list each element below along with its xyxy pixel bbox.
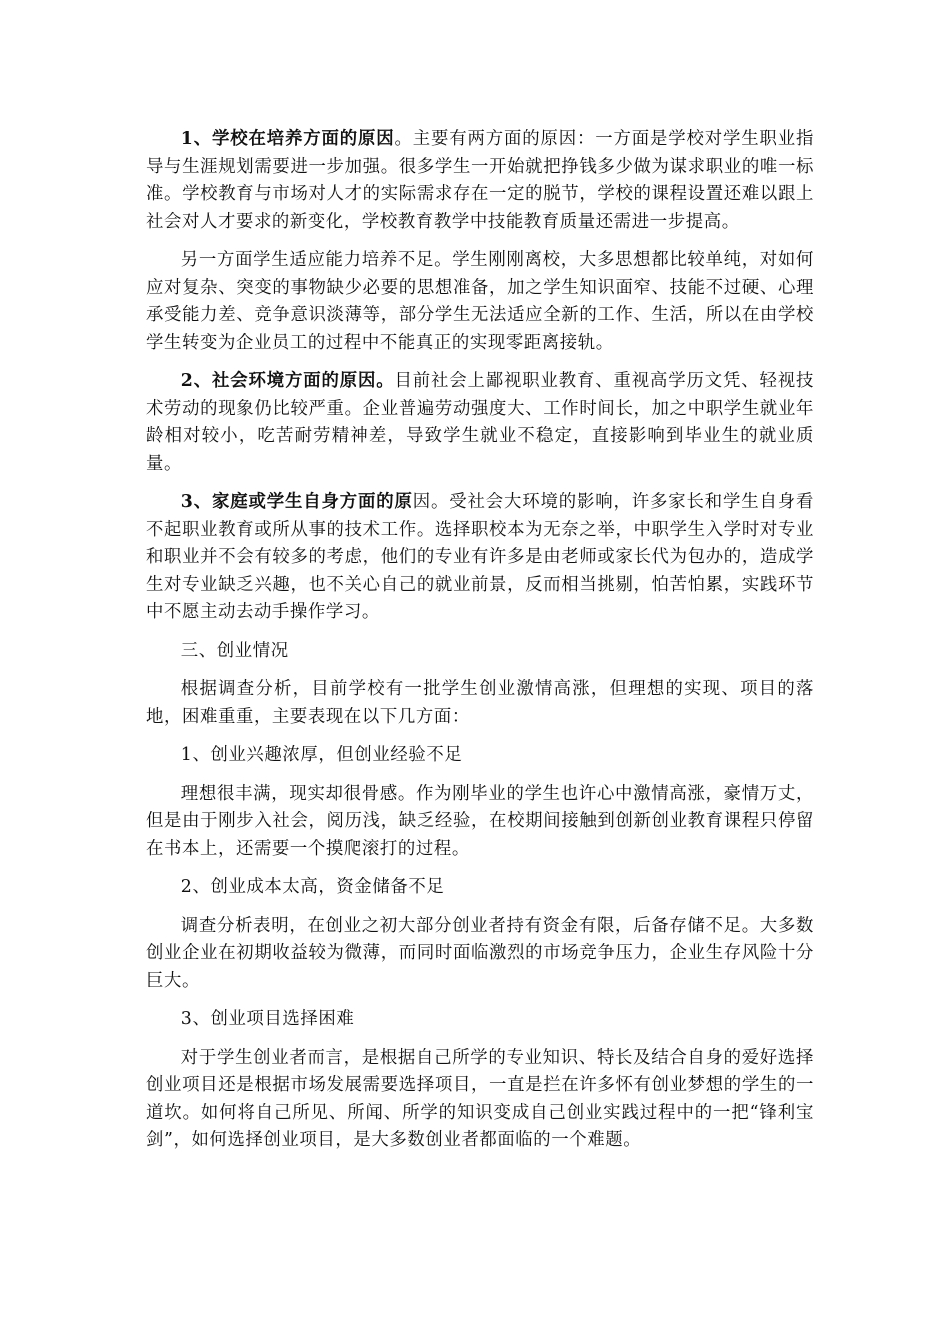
paragraph-survey-intro: [146, 676, 814, 731]
paragraph-text: 调查分析表明，在创业之初大部分创业者持有资金有限，后备存储不足。大多数创业企业在初期收益较为微薄，而同时面临激烈的市场竞争压力，企业生存风险十分巨大。: [146, 915, 814, 991]
subheading-project: [146, 1006, 814, 1034]
subheading-text: 1、创业兴趣浓厚，但创业经验不足: [180, 745, 463, 765]
paragraph-text: 理想很丰满，现实却很骨感。作为刚毕业的学生也许心中激情高涨，豪情万丈，但是由于刚步入社会，阅历浅，缺乏经验，在校期间接触到创新创业教育课程只停留在书本上，还需要一个摸爬滚打的过程。: [146, 783, 814, 859]
heading-social-reasons: 2、社会环境方面的原因。: [180, 371, 395, 391]
heading-family-reasons: 3、家庭或学生自身方面的原: [180, 492, 413, 512]
paragraph-text: 根据调查分析，目前学校有一批学生创业激情高涨，但理想的实现、项目的落地，困难重重，主要表现在以下几方面：: [146, 679, 814, 727]
section-title: 三、创业情况: [180, 640, 289, 661]
subheading-cost: [146, 874, 814, 902]
paragraph-text: 另一方面学生适应能力培养不足。学生刚刚离校，大多思想都比较单纯，对如何应对复杂、突变的事物缺少必要的思想准备，加之学生知识面窄、技能不过硬、心理承受能力差、竞争意识淡薄等，部分学生无法适应全新的工作、生活，所以在由学校学生转变为企业员工的过程中不能真正的实现零距离接轨。: [146, 250, 814, 353]
paragraph-text: 对于学生创业者而言，是根据自己所学的专业知识、特长及结合自身的爱好选择创业项目还是根据市场发展需要选择项目，一直是拦在许多怀有创业梦想的学生的一道坎。如何将自己所见、所闻、所学的知识变成自己创业实践过程中的一把“锋利宝剑”，如何选择创业项目，是大多数创业者都面临的一个难题。: [146, 1047, 814, 1150]
subheading-interest: [146, 742, 814, 770]
document-body: [146, 126, 814, 1166]
section-heading-entrepreneurship: [146, 638, 814, 666]
paragraph-interest: [146, 781, 814, 864]
subheading-text: 3、创业项目选择困难: [180, 1009, 355, 1029]
paragraph-project: [146, 1045, 814, 1155]
paragraph-cost: [146, 913, 814, 996]
paragraph-adaptability: [146, 247, 814, 357]
paragraph-school-reasons: [146, 126, 814, 236]
heading-school-reasons: 1、学校在培养方面的原因: [180, 129, 395, 149]
paragraph-text: 。主要有两方面的原因：一方面是学校对学生职业指导与生涯规划需要进一步加强。很多学生一开始就把挣钱多少做为谋求职业的唯一标准。学校教育与市场对人才的实际需求存在一定的脱节，学校的课程设置还难以跟上社会对人才要求的新变化，学校教育教学中技能教育质量还需进一步提高。: [146, 129, 814, 232]
paragraph-family-reasons: [146, 489, 814, 627]
paragraph-text: 目前社会上鄙视职业教育、重视高学历文凭、轻视技术劳动的现象仍比较严重。企业普遍劳动强度大、工作时间长，加之中职学生就业年龄相对较小，吃苦耐劳精神差，导致学生就业不稳定，直接影响到毕业生的就业质量。: [146, 371, 814, 474]
paragraph-social-reasons: [146, 368, 814, 478]
paragraph-text: 因。受社会大环境的影响，许多家长和学生自身看不起职业教育或所从事的技术工作。选择职校本为无奈之举，中职学生入学时对专业和职业并不会有较多的考虑，他们的专业有许多是由老师或家长代为包办的，造成学生对专业缺乏兴趣，也不关心自己的就业前景，反而相当挑剔，怕苦怕累，实践环节中不愿主动去动手操作学习。: [146, 492, 815, 622]
subheading-text: 2、创业成本太高，资金储备不足: [180, 877, 445, 897]
